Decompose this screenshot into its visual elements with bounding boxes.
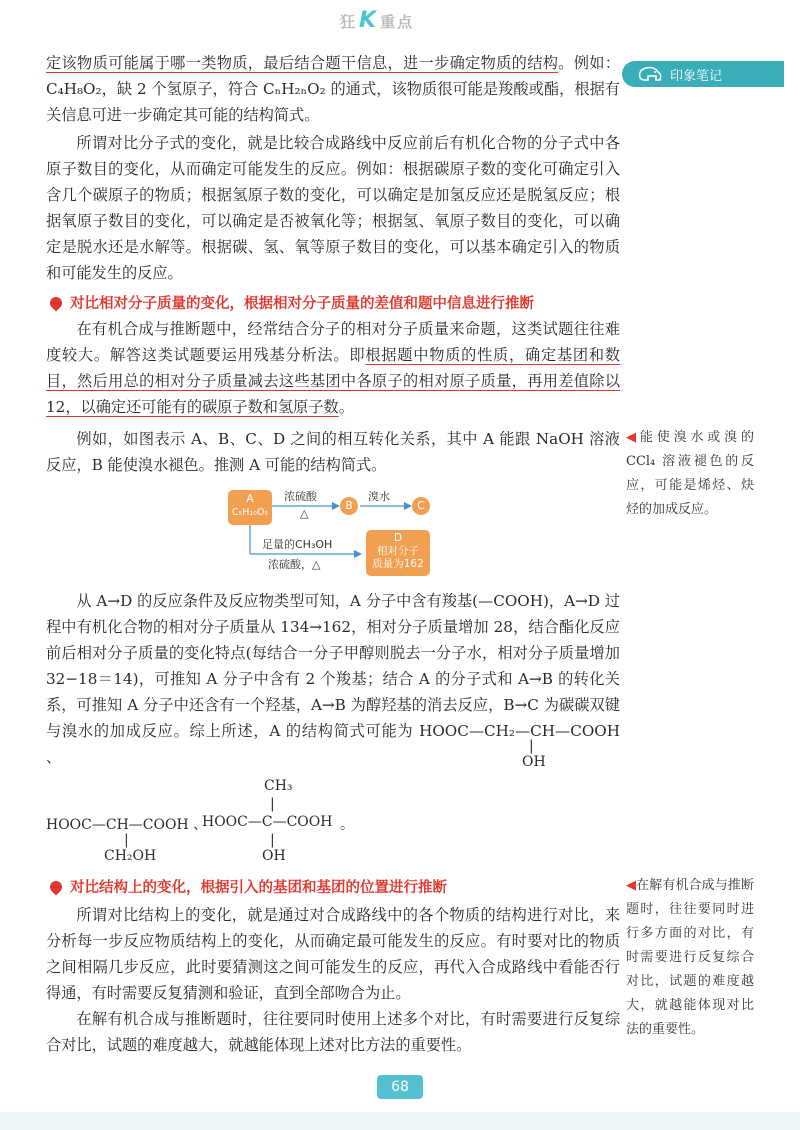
note-arrow-icon: ◀ [626,430,640,445]
paragraph-2: 所谓对比分子式的变化，就是比较合成路线中反应前后有机化合物的分子式中各原子数目的变化，从而确定可能发生的反应。例如：根据碳原子数的变化可确定引入含几个碳原子的物质；根据氢原子数的变化，可以确定是加氢反应还是脱氢反应；根据氧原子数目的变化，可以确定是否被氧化等；根据氢、氧原子数目的变化，可以确定是脱水还是水解等。根据碳、氢、氧等原子数目的变化，可以基本确定引入的物质和可能发生的反应。 [46,134,620,282]
note-arrow-icon: ◀ [626,878,637,893]
formula2-end: 。 [340,817,354,833]
arrow3-reagent: 足量的CH₃OH [262,538,333,551]
arrow1-condition: △ [300,507,309,520]
margin-note-1: ◀能使溴水或溴的 CCl₄ 溶液褪色的反应，可能是烯烃、炔烃的加成反应。 [626,430,754,517]
section-heading-2: 对比结构上的变化，根据引入的基团和基团的位置进行推断 [46,874,620,901]
formula1-oh: OH [522,754,546,770]
formula2-bar-a: | [124,832,129,848]
paragraph-5: 从 A→D 的反应条件及反应物类型可知，A 分子中含有羧基(—COOH)，A→D 过程中有机化合物的相对分子质量从 134→162，相对分子质量增加 28，结合酯化反应前后相对分子质量的变化特点(每结合一分子甲醇则脱去一分子水，相对分子质量增加 32−18＝14)，可推知 A 分子中含有 2 个羧基；结合 A 的分子式和 A→B 的转化关系，可推知 A 分子中还含有一个羟基，A→B 为醇羟基的消去反应，B→C 为碳碳双键与溴水的加成反应。综上所述，A 的结构简式可能为 HOOC—CH₂—CH—COOH 、 [46,592,620,766]
paragraph-4: 例如，如图表示 A、B、C、D 之间的相互转化关系，其中 A 能跟 NaOH 溶液反应，B 能使溴水褪色。推测 A 可能的结构简式。 [46,430,620,474]
arrow2-reagent: 溴水 [368,490,390,503]
leaf-bullet-icon [48,879,65,896]
formula1-bar: | [529,738,534,754]
arrow1-reagent: 浓硫酸 [284,490,317,503]
formula2-oh: OH [262,848,286,864]
side-tab-label: 印象笔记 [670,69,723,84]
brand-logo: 狂K 重点 [340,8,415,33]
brand-k: K [359,8,379,33]
section-heading-1: 对比相对分子质量的变化，根据相对分子质量的差值和题中信息进行推断 [46,290,620,317]
formula2-ch2oh: CH₂OH [104,848,157,864]
leaf-bullet-icon [48,295,65,312]
footer-band [0,1112,800,1130]
page-header [0,0,800,44]
formula2-ch3: CH₃ [264,778,293,794]
compound-b-circle: B [340,497,358,515]
compound-d-box: D 相对分子 质量为162 [366,530,430,576]
paragraph-1: 定该物质可能属于哪一类物质，最后结合题干信息，进一步确定物质的结构。例如：C₄H₈O₂，缺 2 个氢原子，符合 CₙH₂ₙO₂ 的通式，该物质很可能是羧酸或酯，根据有关信息可进一步确定其可能的结构简式。 [46,54,621,124]
margin-note-2: ◀在解有机合成与推断题时，往往要同时进行多方面的对比，有时需要进行反复综合对比，试题的难度越大，就越能体现对比法的重要性。 [626,878,754,1037]
formula2-bar-top: | [270,796,275,812]
compound-c-circle: C [412,497,430,515]
paragraph-3: 在有机合成与推断题中，经常结合分子的相对分子质量来命题，这类试题往往难度较大。解答这类试题要运用残基分析法。即根据题中物质的性质，确定基团和数目，然后用总的相对分子质量减去这些基团中各原子的相对原子质量，再用差值除以 12，以确定还可能有的碳原子数和氢原子数。 [46,320,621,416]
page-number: 68 [377,1075,423,1099]
arrow3-condition: 浓硫酸，△ [268,558,321,571]
paragraph-7: 在解有机合成与推断题时，往往要同时使用上述多个对比，有时需要进行反复综合对比，试题的难度越大，就越能体现上述对比方法的重要性。 [46,1010,620,1054]
elephant-icon [636,64,664,84]
formula2-first: HOOC—CH—COOH 、 [46,817,208,833]
reaction-diagram [220,486,440,586]
side-tab-notes[interactable] [622,61,784,87]
formula2-bar-b: | [270,832,275,848]
compound-a-box: A C₅H₁₀O₅ [228,490,272,525]
paragraph-6: 所谓对比结构上的变化，就是通过对合成路线中的各个物质的结构进行对比，来分析每一步反应物质结构上的变化，从而确定最可能发生的反应。有时要对比的物质之间相隔几步反应，此时要猜测这之间可能发生的反应，再代入合成路线中看能否行得通，有时需要反复猜测和验证，直到全部吻合为止。 [46,906,620,1002]
formula2-second: HOOC—C—COOH [202,814,333,830]
